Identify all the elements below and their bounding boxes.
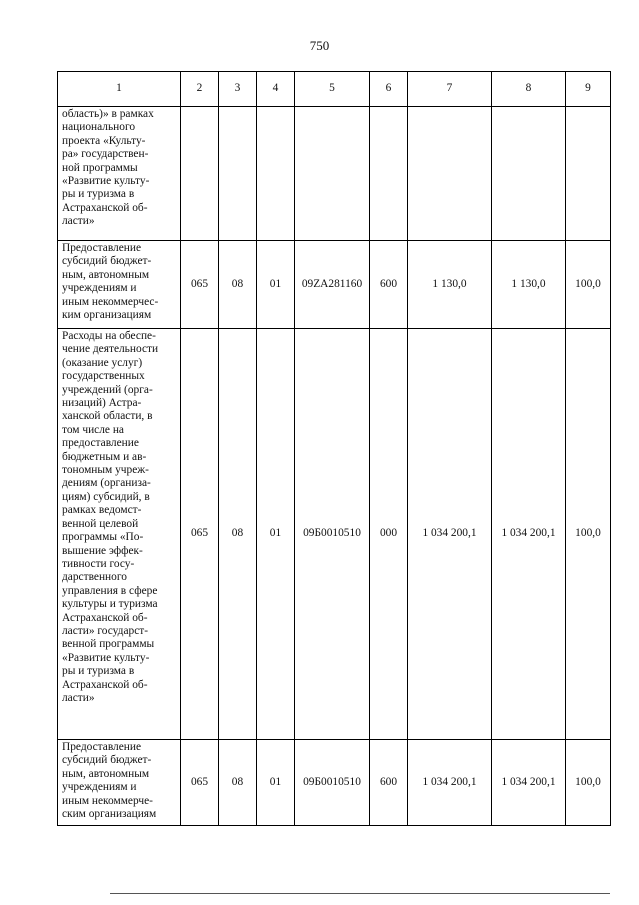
column-header: 1 xyxy=(58,72,181,107)
row-description: Предоставление субсидий бюджет- ным, автономным учреждениям и иным некоммерче- ским организациям xyxy=(58,740,181,826)
table-cell: 1 034 200,1 xyxy=(408,740,492,826)
column-header: 8 xyxy=(492,72,566,107)
table-cell: 100,0 xyxy=(566,241,611,329)
table-cell: 1 130,0 xyxy=(408,241,492,329)
table-cell: 09Б0010510 xyxy=(295,740,370,826)
table-cell: 600 xyxy=(370,241,408,329)
table-cell: 08 xyxy=(219,241,257,329)
column-header: 4 xyxy=(257,72,295,107)
table-row xyxy=(58,740,611,826)
table-cell: 100,0 xyxy=(566,329,611,740)
table-cell xyxy=(566,107,611,241)
row-description: Расходы на обеспе- чение деятельности (оказание услуг) государственных учреждений (орга- низаций) Астра- ханской области, в том числе на предоставление бюджетным и ав- тономным учреж- дениям (организа- циям) субсидий, в рамках ведомст- венной целевой программы «По- вышение эффек- тивности госу- дарственного управления в сфере культуры и туризма Астраханской об- ласти» государст- венной программы «Развитие культу- ры и туризма в Астраханской об- ласти» xyxy=(58,329,181,740)
table-cell xyxy=(370,107,408,241)
table-cell: 065 xyxy=(181,241,219,329)
table-cell: 065 xyxy=(181,740,219,826)
table-cell: 065 xyxy=(181,329,219,740)
table-cell: 1 130,0 xyxy=(492,241,566,329)
table-row xyxy=(58,329,611,740)
column-header: 5 xyxy=(295,72,370,107)
table-cell: 600 xyxy=(370,740,408,826)
table-cell xyxy=(408,107,492,241)
table-cell: 08 xyxy=(219,329,257,740)
row-description: область)» в рамках национального проекта «Культу- ра» государствен- ной программы «Развитие культу- ры и туризма в Астраханской об- ласти» xyxy=(58,107,181,241)
table-cell: 01 xyxy=(257,241,295,329)
table-cell xyxy=(492,107,566,241)
page-number: 750 xyxy=(309,38,330,53)
table-cell: 100,0 xyxy=(566,740,611,826)
bottom-rule xyxy=(110,893,610,894)
column-header: 3 xyxy=(219,72,257,107)
budget-table xyxy=(57,71,611,826)
table-cell: 1 034 200,1 xyxy=(408,329,492,740)
column-header: 6 xyxy=(370,72,408,107)
column-header: 9 xyxy=(566,72,611,107)
table-cell: 01 xyxy=(257,740,295,826)
table-cell: 1 034 200,1 xyxy=(492,740,566,826)
table-row xyxy=(58,241,611,329)
column-header: 7 xyxy=(408,72,492,107)
table-cell: 01 xyxy=(257,329,295,740)
table-cell: 1 034 200,1 xyxy=(492,329,566,740)
table-cell: 09Б0010510 xyxy=(295,329,370,740)
table-cell xyxy=(181,107,219,241)
table-cell xyxy=(295,107,370,241)
table-cell xyxy=(257,107,295,241)
column-header: 2 xyxy=(181,72,219,107)
header-row xyxy=(58,72,611,107)
table-cell xyxy=(219,107,257,241)
table-cell: 08 xyxy=(219,740,257,826)
table-cell: 09ZA281160 xyxy=(295,241,370,329)
row-description: Предоставление субсидий бюджет- ным, автономным учреждениям и иным некоммерчес- ким организациям xyxy=(58,241,181,329)
table-cell: 000 xyxy=(370,329,408,740)
table-row xyxy=(58,107,611,241)
